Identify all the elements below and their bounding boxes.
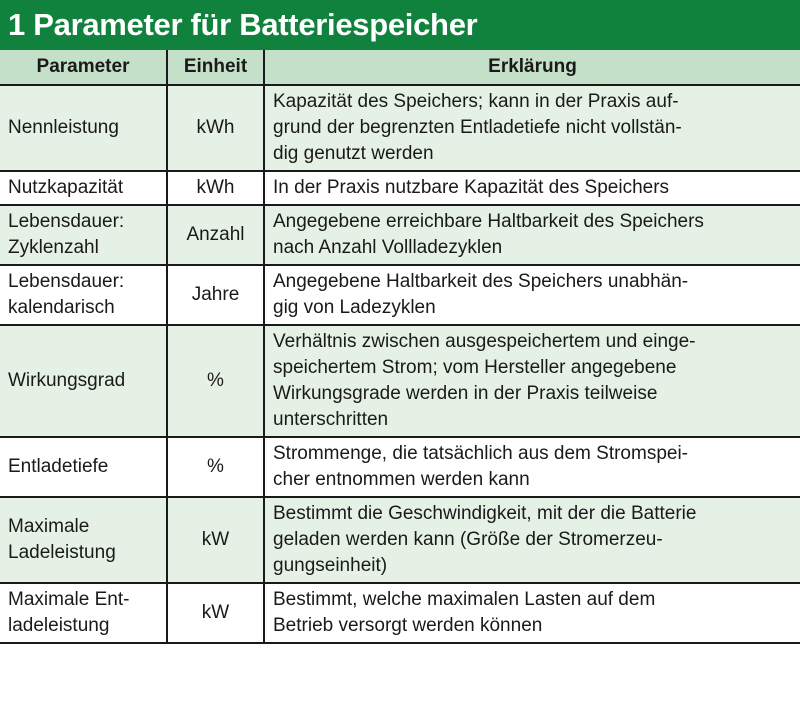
parameter-line: Zyklenzahl (8, 237, 99, 258)
parameter-line: Maximale (8, 516, 90, 537)
parameter-line: Entladetiefe (8, 456, 109, 477)
cell-parameter (0, 583, 167, 643)
cell-parameter (0, 497, 167, 583)
table-row (0, 497, 800, 583)
cell-explanation (264, 205, 800, 265)
cell-parameter (0, 265, 167, 325)
header-parameter: Parameter (0, 50, 167, 85)
explanation-line: dig genutzt werden (273, 143, 434, 164)
cell-parameter (0, 437, 167, 497)
explanation-line: Strommenge, die tatsächlich aus dem Stromspei- (273, 443, 689, 464)
explanation-line: geladen werden kann (Größe der Stromerzeu- (273, 529, 663, 550)
cell-unit: Anzahl (167, 205, 264, 265)
explanation-line: Kapazität des Speichers; kann in der Praxis auf- (273, 91, 679, 112)
header-explanation: Erklärung (264, 50, 800, 85)
cell-explanation (264, 85, 800, 171)
explanation-line: Bestimmt die Geschwindigkeit, mit der die Batterie (273, 503, 697, 524)
explanation-line: unterschritten (273, 409, 389, 430)
explanation-line: speichertem Strom; vom Hersteller angegebene (273, 357, 677, 378)
cell-unit: kW (167, 583, 264, 643)
parameter-line: ladeleistung (8, 615, 110, 636)
explanation-line: grund der begrenzten Entladetiefe nicht vollstän- (273, 117, 682, 138)
table-row (0, 171, 800, 205)
cell-parameter (0, 171, 167, 205)
parameter-table (0, 50, 800, 644)
table-row (0, 205, 800, 265)
cell-unit: kW (167, 497, 264, 583)
explanation-line: Angegebene erreichbare Haltbarkeit des Speichers (273, 211, 704, 232)
cell-unit: Jahre (167, 265, 264, 325)
cell-parameter (0, 205, 167, 265)
cell-parameter (0, 325, 167, 437)
cell-unit: % (167, 325, 264, 437)
cell-explanation (264, 265, 800, 325)
parameter-line: Nutzkapazität (8, 177, 124, 198)
explanation-line: Wirkungsgrade werden in der Praxis teilweise (273, 383, 658, 404)
explanation-line: Betrieb versorgt werden können (273, 615, 543, 636)
explanation-line: In der Praxis nutzbare Kapazität des Speichers (273, 177, 670, 198)
explanation-line: Verhältnis zwischen ausgespeichertem und einge- (273, 331, 696, 352)
cell-explanation (264, 497, 800, 583)
table-title: 1 Parameter für Batteriespeicher (0, 0, 800, 50)
parameter-line: kalendarisch (8, 297, 115, 318)
cell-explanation (264, 171, 800, 205)
cell-explanation (264, 325, 800, 437)
explanation-line: cher entnommen werden kann (273, 469, 530, 490)
parameter-line: Lebensdauer: (8, 271, 125, 292)
header-unit: Einheit (167, 50, 264, 85)
cell-explanation (264, 437, 800, 497)
explanation-line: gungseinheit) (273, 555, 388, 576)
parameter-line: Nennleistung (8, 117, 119, 138)
table-row (0, 85, 800, 171)
cell-unit: kWh (167, 171, 264, 205)
cell-explanation (264, 583, 800, 643)
table-row (0, 437, 800, 497)
header-row (0, 50, 800, 85)
table-body (0, 85, 800, 643)
explanation-line: nach Anzahl Vollladezyklen (273, 237, 503, 258)
explanation-line: gig von Ladezyklen (273, 297, 436, 318)
parameter-line: Wirkungsgrad (8, 370, 126, 391)
table-row (0, 325, 800, 437)
table-row (0, 265, 800, 325)
parameter-line: Maximale Ent- (8, 589, 130, 610)
cell-parameter (0, 85, 167, 171)
parameter-line: Lebensdauer: (8, 211, 125, 232)
parameter-line: Ladeleistung (8, 542, 116, 563)
cell-unit: % (167, 437, 264, 497)
table-row (0, 583, 800, 643)
explanation-line: Angegebene Haltbarkeit des Speichers unabhän- (273, 271, 689, 292)
cell-unit: kWh (167, 85, 264, 171)
explanation-line: Bestimmt, welche maximalen Lasten auf dem (273, 589, 656, 610)
